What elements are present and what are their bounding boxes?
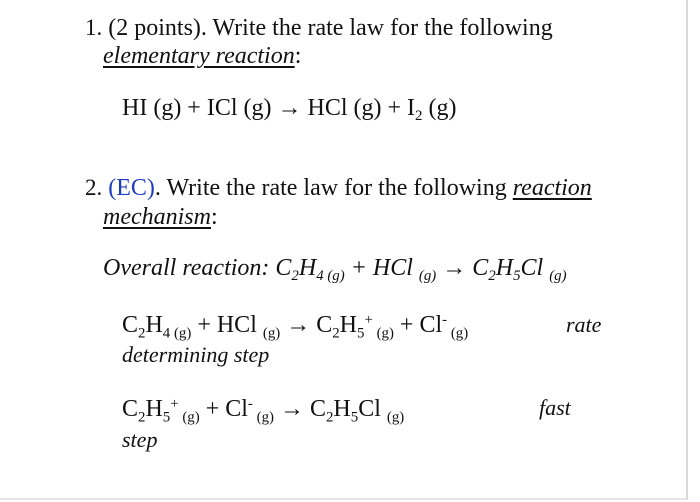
overall-h: H [298,255,317,281]
step2-arrow: → [273,396,310,423]
q2-prompt: . Write the rate law for the following [154,175,513,201]
step1-sub: 2 [332,325,340,342]
mechanism-step-2 [122,397,404,425]
q1-heading [85,16,553,40]
step2-phase: (g) [252,409,274,426]
step2-c: C [122,396,139,423]
step2-h: H [145,396,163,423]
step1-phase: (g) [372,325,394,342]
step2-sub: 2 [325,409,334,426]
step2-charge: + [170,396,179,412]
step1-cl: + Cl [393,312,443,339]
step1-sub: 5 [357,325,365,342]
q2-subject-a: reaction [512,175,592,201]
overall-cl: Cl [520,255,550,281]
overall-hcl: + HCl [344,255,419,281]
q1-arrow: → [277,95,302,121]
q1-equation [122,96,456,124]
step1-c: C [122,312,139,339]
overall-phase: (g) [323,268,345,285]
overall-sub: 5 [513,268,521,285]
q2-colon: : [210,204,218,230]
q1-phase: (g) [422,95,457,121]
step1-phase: (g) [170,325,192,342]
overall-sub: 2 [291,268,299,285]
step1-phase: (g) [262,325,281,342]
step1-label-determining: determining step [122,342,270,367]
step2-sub: 5 [162,409,171,426]
step2-label-fast: fast [539,395,571,420]
step2-h: H [333,396,351,423]
step1-label-rate: rate [566,312,602,337]
q1-subject-line [103,44,301,68]
overall-phase: (g) [418,268,437,285]
step1-sub: 2 [138,325,146,342]
step1-arrow: → [280,312,317,339]
q1-colon: : [294,43,302,69]
step1-phase: (g) [447,325,469,342]
overall-h: H [495,255,514,281]
step2-phase: (g) [386,409,405,426]
step2-sub: 2 [138,409,146,426]
step1-charge: - [442,312,448,328]
q2-ec-tag: (EC) [108,175,155,201]
mechanism-step-1 [122,313,468,341]
step2-cl: Cl [358,396,387,423]
step1-h: H [145,312,163,339]
overall-sub: 2 [488,268,496,285]
step2-cl: + Cl [199,396,248,423]
step2-label-step: step [122,427,158,452]
overall-arrow: → [436,255,473,281]
q1-number: 1. [85,15,103,40]
step2-phase: (g) [178,409,200,426]
step1-hcl: + HCl [191,312,263,339]
q2-number: 2. [85,175,103,200]
step1-c: C [316,312,333,339]
overall-c: C [472,255,489,281]
overall-sub: 4 [316,268,324,285]
step1-h: H [339,312,358,339]
step2-sub: 5 [350,409,359,426]
overall-reaction [103,256,567,284]
q2-heading [85,176,592,200]
q1-subject: elementary reaction [103,43,295,69]
q1-prompt: (2 points). Write the rate law for the following [108,15,553,41]
step1-sub: 4 [162,325,171,342]
q1-sub-2: 2 [415,108,423,125]
q1-reactants: HI (g) + ICl (g) [122,95,278,121]
step2-charge: - [247,396,253,412]
step2-c: C [309,396,326,423]
step1-charge: + [364,312,373,328]
q1-products: HCl (g) + I [301,95,416,121]
overall-prefix: Overall reaction: C [103,255,292,281]
overall-phase: (g) [549,268,567,285]
q2-subject-b: mechanism [103,204,211,230]
q2-subject-line [103,205,218,229]
